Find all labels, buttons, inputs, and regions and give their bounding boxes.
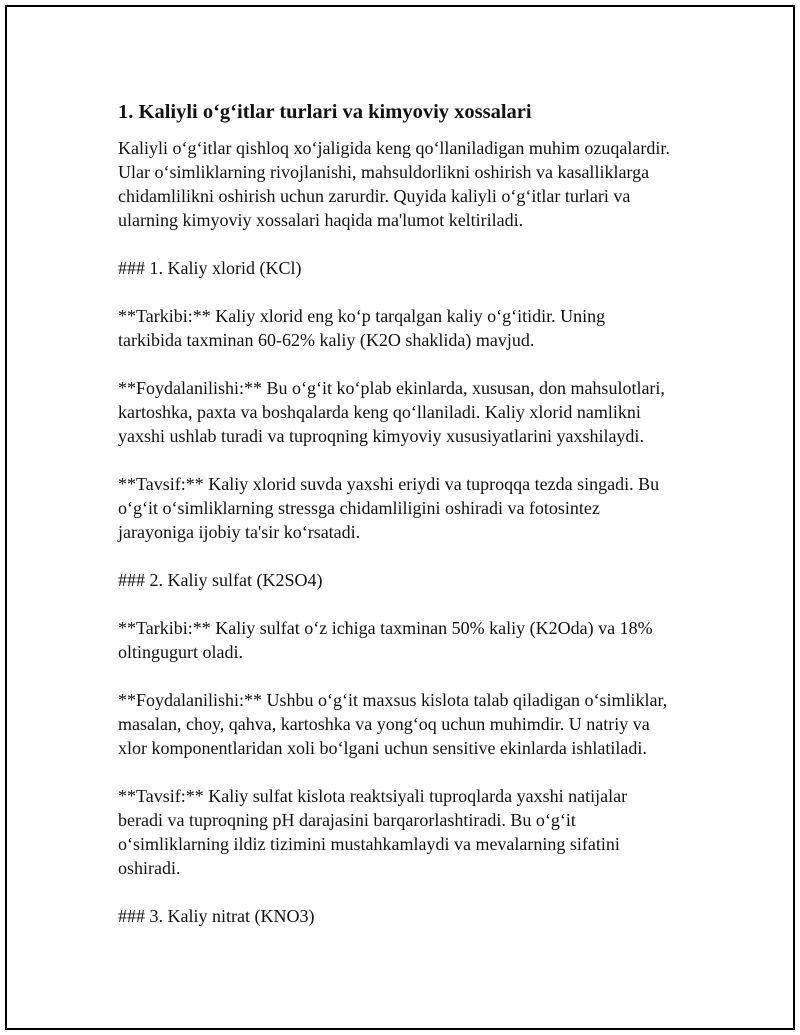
text-line: tarkibida taxminan 60-62% kaliy (K2O shaklida) mavjud. [118, 330, 535, 350]
paragraph [118, 568, 708, 592]
paragraph [118, 784, 708, 880]
text-line: jarayoniga ijobiy ta'sir ko‘rsatadi. [118, 522, 361, 542]
paragraph [118, 256, 708, 280]
text-line: **Tavsif:** Kaliy sulfat kislota reaktsiyali tuproqlarda yaxshi natijalar [118, 786, 628, 806]
text-line: Kaliyli o‘g‘itlar qishloq xo‘jaligida keng qo‘llaniladigan muhim ozuqalardir. [118, 138, 670, 158]
text-line: o‘g‘it o‘simliklarning stressga chidamliligini oshiradi va fotosintez [118, 498, 600, 518]
text-line: **Tarkibi:** Kaliy sulfat o‘z ichiga taxminan 50% kaliy (K2Oda) va 18% [118, 618, 653, 638]
document-body [118, 99, 708, 952]
text-line: ### 2. Kaliy sulfat (K2SO4) [118, 570, 323, 590]
paragraph [118, 904, 708, 928]
paragraph [118, 136, 708, 232]
paragraph [118, 304, 708, 352]
text-line: o‘simliklarning ildiz tizimini mustahkamlaydi va mevalarning sifatini [118, 834, 620, 854]
text-line: masalan, choy, qahva, kartoshka va yong‘oq uchun muhimdir. U natriy va [118, 714, 650, 734]
document-title: 1. Kaliyli o‘g‘itlar turlari va kimyoviy xossalari [118, 101, 532, 123]
text-line: beradi va tuproqning pH darajasini barqarorlashtiradi. Bu o‘g‘it [118, 810, 576, 830]
paragraph [118, 472, 708, 544]
text-line: xlor komponentlaridan xoli bo‘lgani uchun sensitive ekinlarda ishlatiladi. [118, 738, 647, 758]
text-line: **Foydalanilishi:** Ushbu o‘g‘it maxsus kislota talab qiladigan o‘simliklar, [118, 690, 668, 710]
text-line: **Foydalanilishi:** Bu o‘g‘it ko‘plab ekinlarda, xususan, don mahsulotlari, [118, 378, 665, 398]
page-frame [5, 5, 795, 1030]
paragraph [118, 376, 708, 448]
paragraph-list [118, 136, 708, 928]
text-line: chidamlilikni oshirish uchun zarurdir. Quyida kaliyli o‘g‘itlar turlari va [118, 186, 631, 206]
text-line: oshiradi. [118, 858, 181, 878]
text-line: ### 1. Kaliy xlorid (KCl) [118, 258, 302, 278]
text-line: ularning kimyoviy xossalari haqida ma'lumot keltiriladi. [118, 210, 524, 230]
text-line: yaxshi ushlab turadi va tuproqning kimyoviy xususiyatlarini yaxshilaydi. [118, 426, 644, 446]
paragraph [118, 616, 708, 664]
text-line: ### 3. Kaliy nitrat (KNO3) [118, 906, 315, 926]
text-line: oltingugurt oladi. [118, 642, 243, 662]
paragraph [118, 688, 708, 760]
text-line: **Tavsif:** Kaliy xlorid suvda yaxshi eriydi va tuproqqa tezda singadi. Bu [118, 474, 660, 494]
text-line: kartoshka, paxta va boshqalarda keng qo‘llaniladi. Kaliy xlorid namlikni [118, 402, 641, 422]
text-line: Ular o‘simliklarning rivojlanishi, mahsuldorlikni oshirish va kasalliklarga [118, 162, 650, 182]
text-line: **Tarkibi:** Kaliy xlorid eng ko‘p tarqalgan kaliy o‘g‘itidir. Uning [118, 306, 606, 326]
